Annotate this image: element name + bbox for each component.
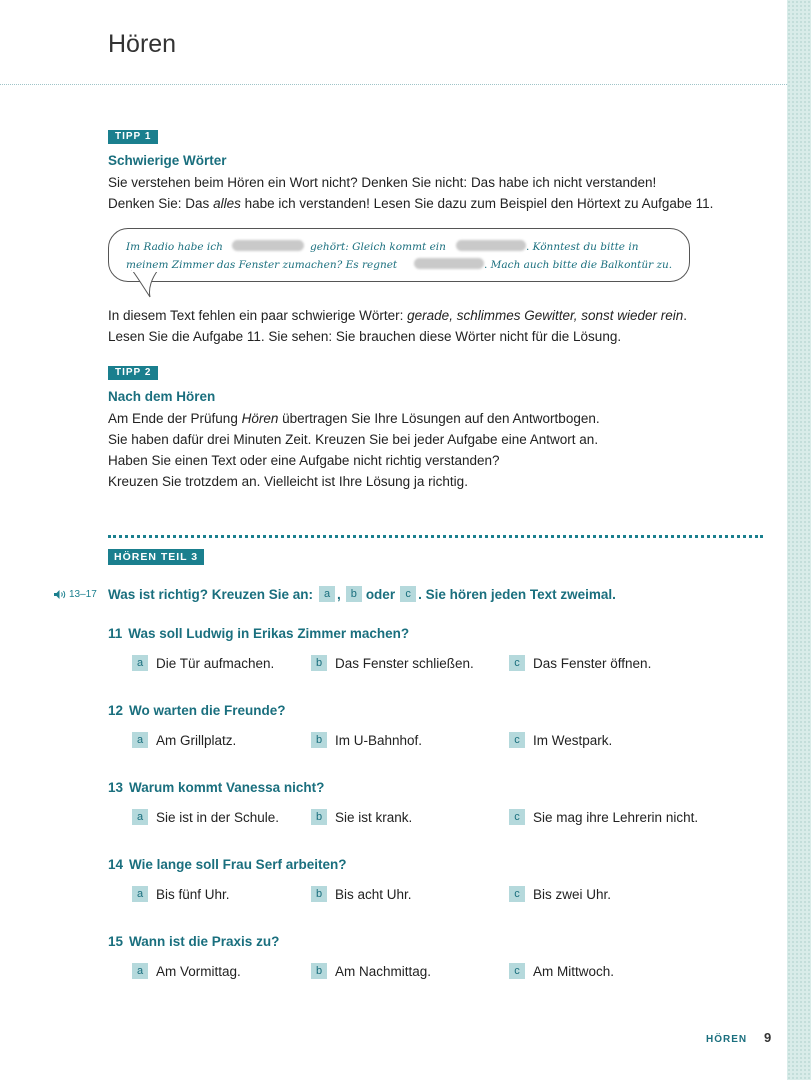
- option-text: Sie ist krank.: [335, 809, 413, 825]
- question-text: Wo warten die Freunde?: [129, 703, 286, 718]
- option-11b[interactable]: [311, 655, 474, 671]
- option-14b[interactable]: [311, 886, 412, 902]
- question-11: [108, 626, 409, 641]
- question-number: 14: [108, 857, 124, 872]
- tipp2-line4: Kreuzen Sie trotzdem an. Vielleicht ist Ihre Lösung ja richtig.: [108, 474, 468, 489]
- redacted-word-3: [414, 258, 484, 269]
- option-text: Sie ist in der Schule.: [156, 809, 280, 825]
- bubble-text-2b: . Mach auch bitte die Balkontür zu.: [484, 259, 673, 271]
- tipp2-heading: Nach dem Hören: [108, 389, 216, 404]
- tipp1-intro: [108, 172, 768, 214]
- question-number: 15: [108, 934, 124, 949]
- option-text: Sie mag ihre Lehrerin nicht.: [533, 809, 699, 825]
- option-letter[interactable]: a: [132, 886, 148, 902]
- speech-bubble-tail: [130, 270, 160, 300]
- option-12a[interactable]: [132, 732, 236, 748]
- option-letter[interactable]: b: [311, 809, 327, 825]
- tipp1-after2: Lesen Sie die Aufgabe 11. Sie sehen: Sie brauchen diese Wörter nicht für die Lösung.: [108, 329, 622, 344]
- tipp1-line2-em: alles: [213, 196, 241, 211]
- tipp1-after1-pre: In diesem Text fehlen ein paar schwierige Wörter:: [108, 308, 408, 323]
- instruction-sep1: ,: [337, 586, 341, 602]
- option-letter[interactable]: b: [311, 732, 327, 748]
- footer-section-label: HÖREN: [706, 1034, 748, 1045]
- question-text: Wie lange soll Frau Serf arbeiten?: [129, 857, 347, 872]
- instruction-text: Was ist richtig? Kreuzen Sie an:: [108, 586, 314, 602]
- option-letter[interactable]: b: [311, 655, 327, 671]
- question-text: Warum kommt Vanessa nicht?: [129, 780, 325, 795]
- question-number: 13: [108, 780, 124, 795]
- letter-box-a: a: [319, 586, 335, 602]
- option-13c[interactable]: [509, 809, 698, 825]
- tipp1-after1-em: gerade, schlimmes Gewitter, sonst wieder rein: [407, 308, 684, 323]
- audio-track-reference: [54, 589, 97, 600]
- tipp1-after1: [108, 305, 768, 326]
- audio-track-numbers: 13–17: [69, 589, 97, 600]
- bubble-text-1c: . Könntest du bitte in: [526, 241, 639, 253]
- question-number: 12: [108, 703, 124, 718]
- option-13a[interactable]: [132, 809, 279, 825]
- option-letter[interactable]: c: [509, 963, 525, 979]
- option-text: Bis zwei Uhr.: [533, 886, 612, 902]
- option-text: Am Vormittag.: [156, 963, 241, 979]
- question-15: [108, 934, 279, 949]
- option-15a[interactable]: [132, 963, 241, 979]
- tipp2-line1: [108, 408, 768, 429]
- option-text: Bis acht Uhr.: [335, 886, 412, 902]
- option-text: Die Tür aufmachen.: [156, 655, 275, 671]
- page-title: Hören: [108, 30, 177, 58]
- option-text: Im Westpark.: [533, 732, 613, 748]
- option-text: Im U-Bahnhof.: [335, 732, 423, 748]
- option-text: Das Fenster öffnen.: [533, 655, 652, 671]
- option-letter[interactable]: b: [311, 963, 327, 979]
- section-tag: HÖREN TEIL 3: [108, 549, 204, 565]
- option-letter[interactable]: b: [311, 886, 327, 902]
- option-13b[interactable]: [311, 809, 412, 825]
- option-text: Am Mittwoch.: [533, 963, 615, 979]
- title-divider: [0, 84, 787, 85]
- decorative-side-strip: [787, 0, 811, 1080]
- page-number: 9: [764, 1030, 772, 1045]
- bubble-text-1b: gehört: Gleich kommt ein: [310, 241, 446, 253]
- tipp1-heading: Schwierige Wörter: [108, 153, 227, 168]
- bubble-text-1a: Im Radio habe ich: [126, 241, 223, 253]
- tipp2-tag: TIPP 2: [108, 366, 158, 380]
- speaker-icon: [54, 589, 67, 600]
- section-instruction: [108, 586, 616, 602]
- tipp1-line1: Sie verstehen beim Hören ein Wort nicht? Denken Sie nicht: Das habe ich nicht verstanden!: [108, 175, 657, 190]
- question-12: [108, 703, 286, 718]
- option-12b[interactable]: [311, 732, 422, 748]
- tipp2-line1-pre: Am Ende der Prüfung: [108, 411, 242, 426]
- option-letter[interactable]: a: [132, 732, 148, 748]
- tipp2-line3: Haben Sie einen Text oder eine Aufgabe nicht richtig verstanden?: [108, 453, 500, 468]
- option-letter[interactable]: c: [509, 655, 525, 671]
- option-text: Das Fenster schließen.: [335, 655, 474, 671]
- tipp1-tag: TIPP 1: [108, 130, 158, 144]
- option-text: Am Nachmittag.: [335, 963, 432, 979]
- bubble-text-2a: meinem Zimmer das Fenster zumachen? Es regnet: [126, 259, 398, 271]
- option-letter[interactable]: c: [509, 732, 525, 748]
- question-text: Was soll Ludwig in Erikas Zimmer machen?: [128, 626, 410, 641]
- option-letter[interactable]: a: [132, 809, 148, 825]
- option-text: Am Grillplatz.: [156, 732, 237, 748]
- question-number: 11: [108, 626, 123, 641]
- option-letter[interactable]: a: [132, 655, 148, 671]
- question-text: Wann ist die Praxis zu?: [129, 934, 280, 949]
- option-15c[interactable]: [509, 963, 614, 979]
- redacted-word-2: [456, 240, 526, 251]
- letter-box-c: c: [400, 586, 416, 602]
- tipp1-line2: [108, 193, 768, 214]
- instruction-sep2: oder: [365, 586, 396, 602]
- instruction-text-end: . Sie hören jeden Text zweimal.: [418, 586, 616, 602]
- tipp1-line2-pre: Denken Sie: Das: [108, 196, 214, 211]
- option-12c[interactable]: [509, 732, 612, 748]
- option-letter[interactable]: c: [509, 886, 525, 902]
- tipp1-after1-post: .: [683, 308, 688, 323]
- option-text: Bis fünf Uhr.: [156, 886, 230, 902]
- option-letter[interactable]: c: [509, 809, 525, 825]
- tipp1-line2-post: habe ich verstanden! Lesen Sie dazu zum Beispiel den Hörtext zu Aufgabe 11.: [240, 196, 714, 211]
- tipp2-body: [108, 408, 768, 492]
- speech-bubble: [108, 228, 690, 282]
- question-13: [108, 780, 324, 795]
- tipp1-explanation: [108, 305, 768, 347]
- question-14: [108, 857, 346, 872]
- letter-box-b: b: [346, 586, 362, 602]
- section-divider: [108, 535, 763, 538]
- tipp2-line2: Sie haben dafür drei Minuten Zeit. Kreuzen Sie bei jeder Aufgabe eine Antwort an.: [108, 432, 599, 447]
- option-14a[interactable]: [132, 886, 230, 902]
- option-11a[interactable]: [132, 655, 274, 671]
- option-14c[interactable]: [509, 886, 611, 902]
- option-15b[interactable]: [311, 963, 431, 979]
- tipp2-line1-post: übertragen Sie Ihre Lösungen auf den Antwortbogen.: [278, 411, 600, 426]
- option-letter[interactable]: a: [132, 963, 148, 979]
- tipp2-line1-em: Hören: [241, 411, 279, 426]
- redacted-word-1: [232, 240, 304, 251]
- option-11c[interactable]: [509, 655, 651, 671]
